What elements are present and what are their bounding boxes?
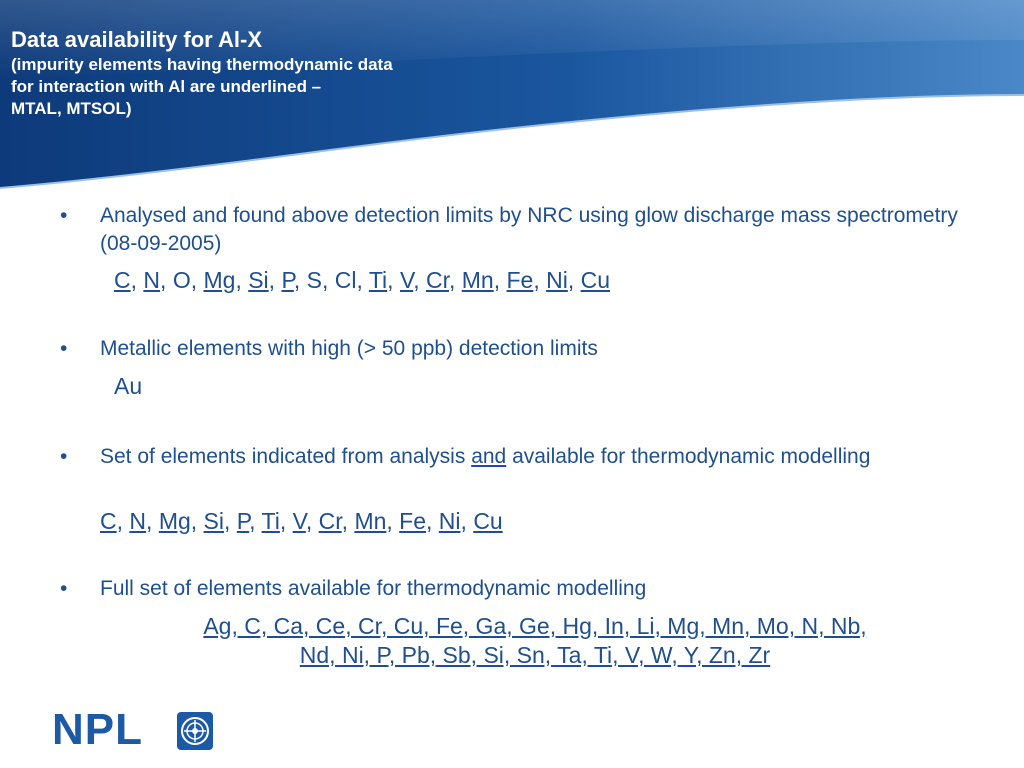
element-symbol: Cu — [473, 508, 503, 534]
element-symbol: C — [114, 267, 131, 293]
slide-subtitle-line: MTAL, MTSOL) — [11, 99, 132, 118]
separator: , — [386, 508, 400, 534]
element-symbol: P — [236, 508, 250, 534]
slide-subtitle-line: for interaction with Al are underlined – — [11, 77, 322, 96]
element-symbol: V — [399, 267, 414, 293]
npl-logo: NPL — [52, 705, 143, 754]
element-symbol: Au — [114, 373, 143, 399]
slide-title: Data availability for Al-X — [11, 27, 263, 52]
element-symbol: V — [292, 508, 306, 534]
bullet-marker: • — [60, 577, 68, 600]
separator: , — [567, 267, 581, 293]
separator: , — [305, 508, 319, 534]
separator: , — [448, 267, 462, 293]
bullet-text — [100, 443, 960, 471]
bullet-text-part: Set of elements indicated from analysis — [100, 445, 472, 468]
element-symbol: Ni — [546, 267, 568, 293]
element-symbol: Cr — [425, 267, 449, 293]
full-element-list-line: Ag, C, Ca, Ce, Cr, Cu, Fe, Ga, Ge, Hg, In, Li, Mg, Mn, Mo, N, Nb, — [203, 613, 867, 639]
element-list — [114, 266, 610, 294]
bullet-text: Analysed and found above detection limits by NRC using glow discharge mass spectrometry (08-09-2005) — [100, 204, 958, 255]
bullet-text-part: available for thermodynamic modelling — [506, 445, 871, 468]
separator: , — [341, 508, 355, 534]
crest-icon — [176, 711, 214, 751]
separator: , — [533, 267, 547, 293]
element-symbol: Fe — [399, 508, 427, 534]
element-symbol: Si — [248, 267, 269, 293]
element-symbol: N — [129, 508, 147, 534]
separator: , — [116, 508, 130, 534]
bullet-text: Metallic elements with high (> 50 ppb) detection limits — [100, 337, 598, 360]
separator: , — [249, 508, 262, 534]
full-element-list-line: Nd, Ni, P, Pb, Sb, Si, Sn, Ta, Ti, V, W, Y, Zn, Zr — [299, 642, 771, 668]
element-symbol: Mg — [158, 508, 191, 534]
element-symbol: Ti — [261, 508, 280, 534]
element-symbol: Cu — [580, 267, 611, 293]
element-symbol: Cl — [334, 267, 357, 293]
separator: , — [413, 267, 426, 293]
slide-title-block — [11, 26, 393, 120]
element-list — [114, 372, 142, 400]
element-symbol: Mn — [354, 508, 387, 534]
separator: , — [160, 267, 173, 293]
element-symbol: S — [306, 267, 322, 293]
separator: , — [387, 267, 400, 293]
header-banner — [0, 0, 1024, 190]
separator: , — [146, 508, 159, 534]
separator: , — [460, 508, 474, 534]
element-list — [100, 507, 503, 535]
element-symbol: Mn — [461, 267, 494, 293]
bullet-text: Full set of elements available for thermodynamic modelling — [100, 577, 647, 600]
element-symbol: Ni — [438, 508, 461, 534]
bullet-text-underlined: and — [471, 445, 507, 468]
separator: , — [426, 508, 439, 534]
separator: , — [190, 508, 204, 534]
separator: , — [224, 508, 237, 534]
element-symbol: N — [143, 267, 161, 293]
element-symbol: Si — [203, 508, 224, 534]
element-symbol: Cr — [318, 508, 342, 534]
element-symbol: Ti — [368, 267, 388, 293]
separator: , — [190, 267, 204, 293]
separator: , — [268, 267, 282, 293]
separator: , — [293, 267, 307, 293]
separator: , — [321, 267, 335, 293]
separator: , — [279, 508, 293, 534]
element-symbol: C — [100, 508, 117, 534]
bullet-marker: • — [60, 204, 68, 227]
bullet-marker: • — [60, 445, 68, 468]
separator: , — [130, 267, 144, 293]
element-symbol: Fe — [506, 267, 534, 293]
separator: , — [493, 267, 507, 293]
element-symbol: O — [172, 267, 191, 293]
element-symbol: Mg — [203, 267, 236, 293]
separator: , — [356, 267, 369, 293]
slide-subtitle-line: (impurity elements having thermodynamic data — [11, 55, 393, 74]
separator: , — [235, 267, 249, 293]
bullet-marker: • — [60, 337, 68, 360]
element-symbol: P — [281, 267, 294, 293]
